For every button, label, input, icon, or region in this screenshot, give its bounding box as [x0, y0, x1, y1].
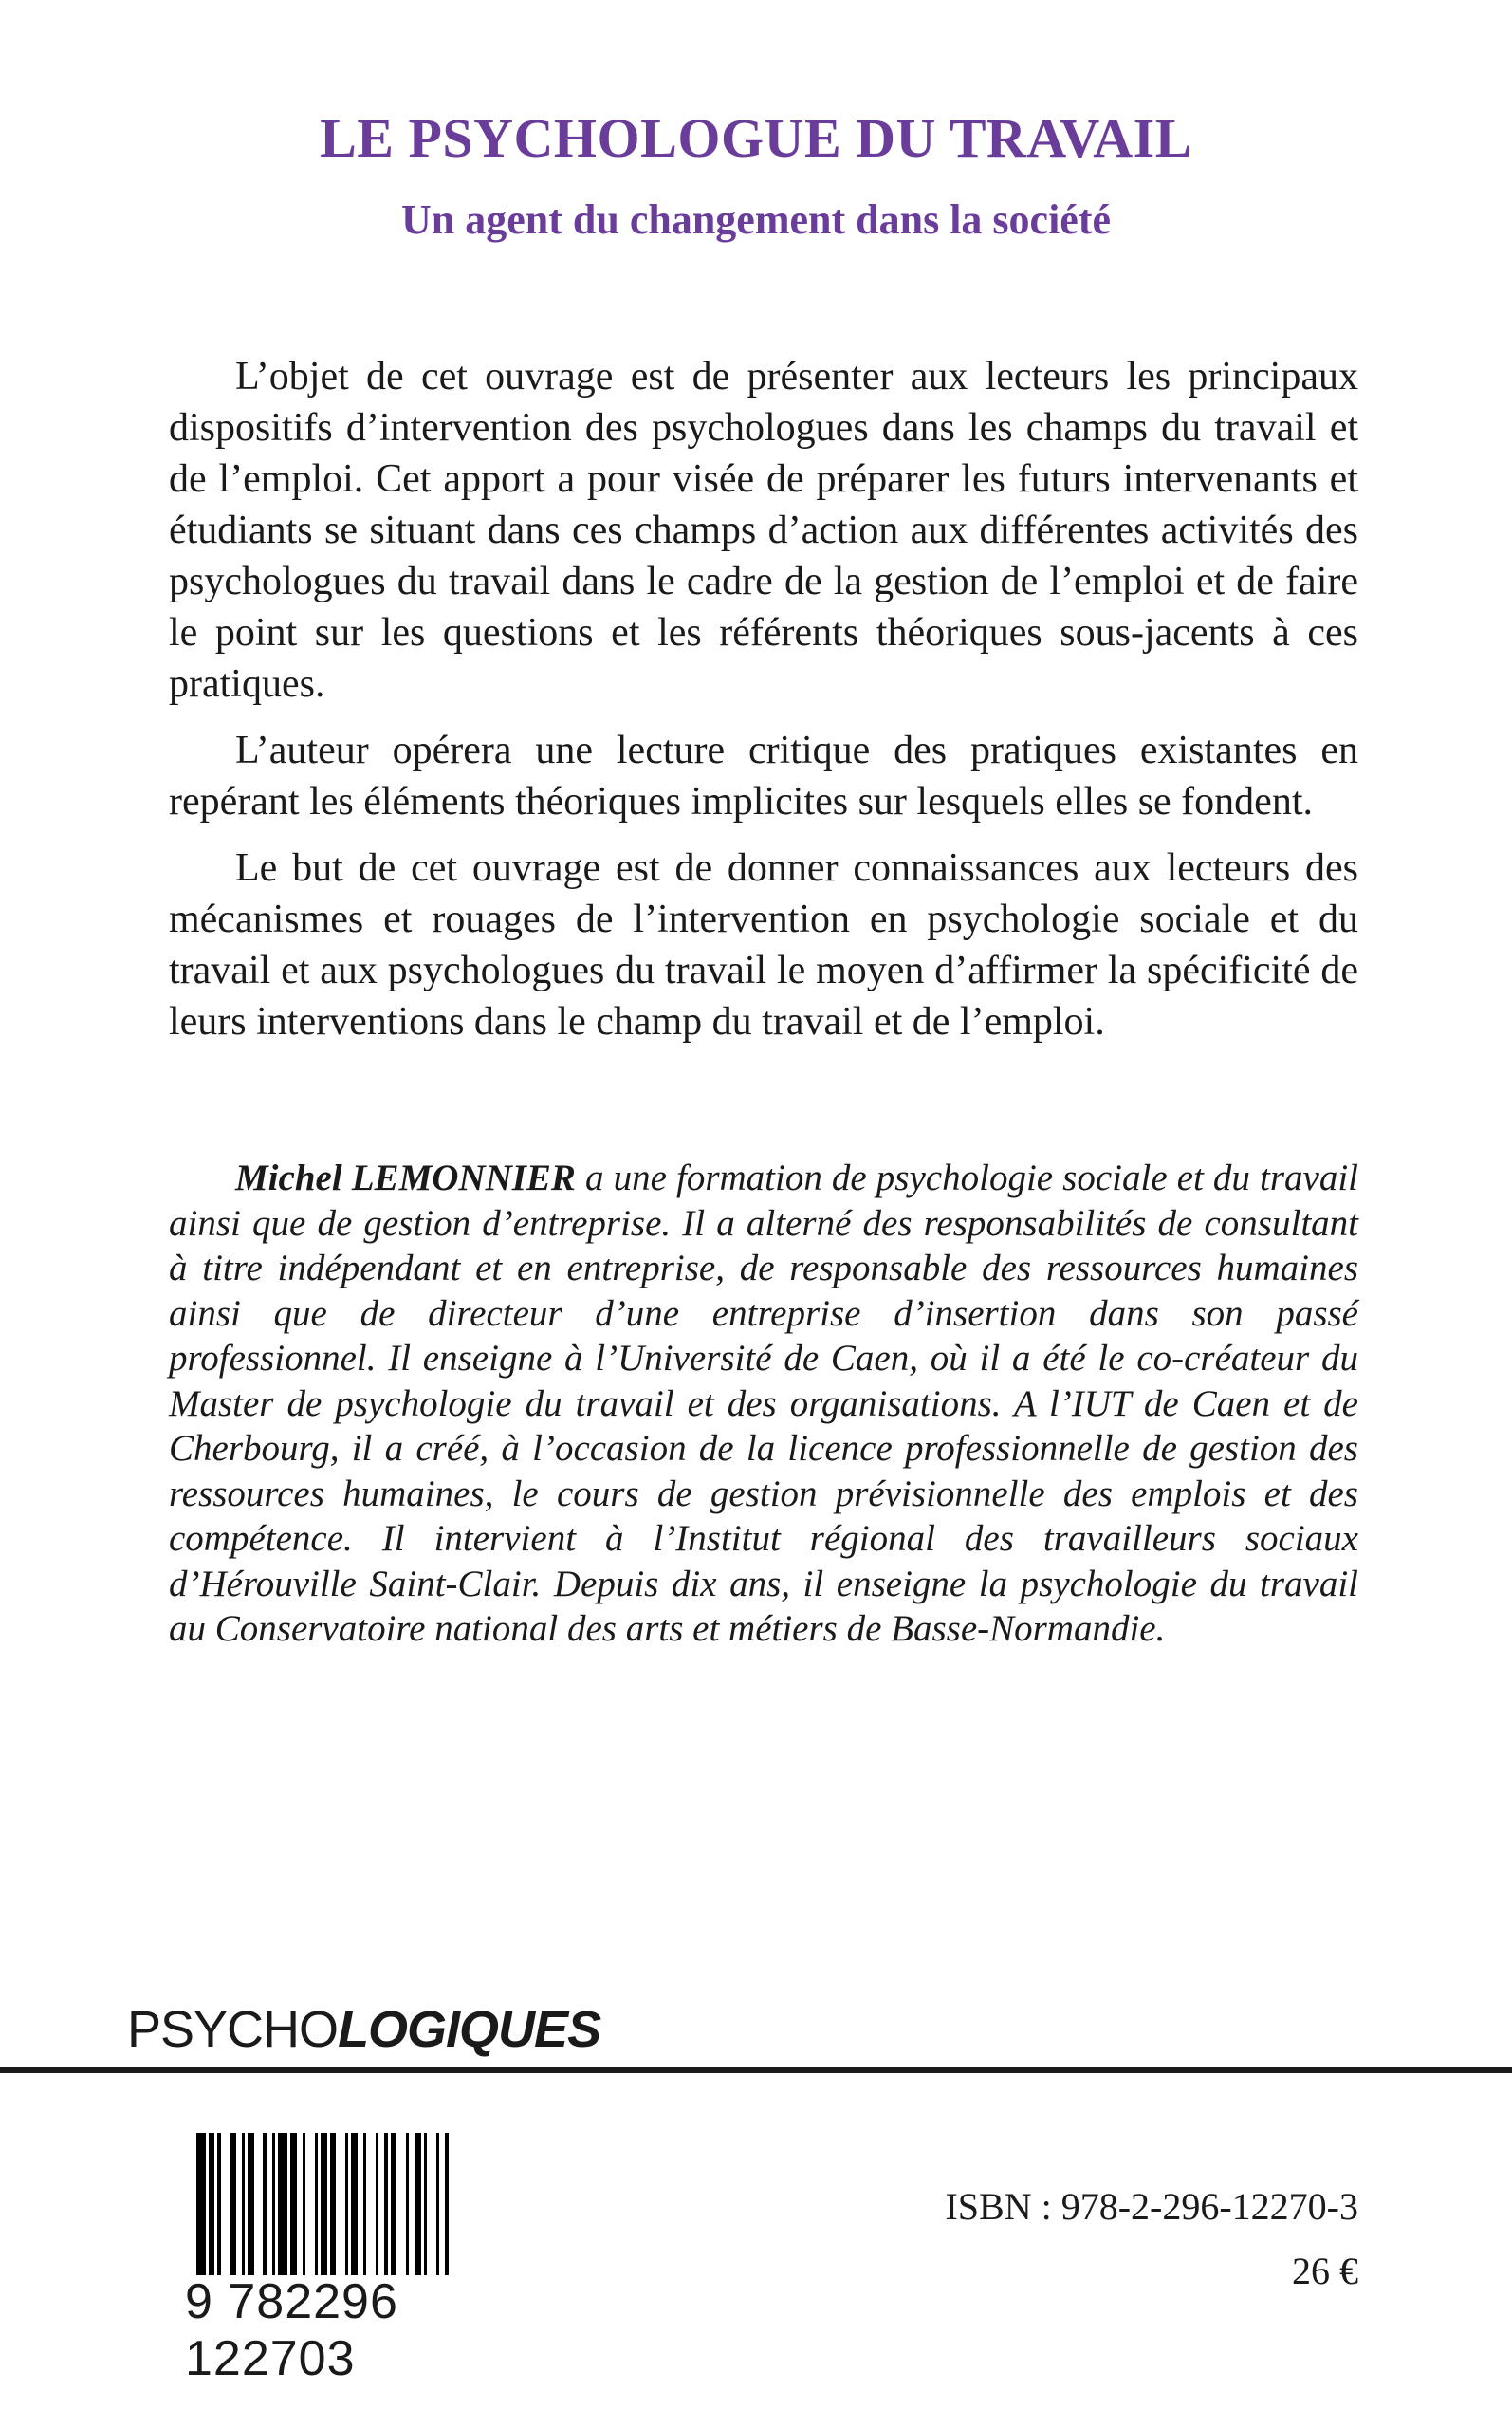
barcode-bar — [315, 2133, 318, 2275]
series-logo — [127, 2000, 600, 2059]
barcode-bar — [330, 2133, 336, 2275]
barcode-bar — [445, 2133, 448, 2275]
barcode-bar — [321, 2133, 326, 2275]
barcode-bar — [303, 2133, 305, 2275]
summary-paragraph: Le but de cet ouvrage est de donner connaissances aux lecteurs des mécanismes et rouages de l’intervention en psychologie sociale et du travail et aux psychologues du travail le moyen d’affirmer la spécificité de leurs interventions dans le champ du travail et de l’emploi. — [169, 846, 1358, 1044]
book-subtitle: Un agent du changement dans la société — [400, 196, 1112, 243]
barcode-number: 9 782296 122703 — [185, 2274, 398, 2386]
summary-paragraph: L’objet de cet ouvrage est de présenter aux lecteurs les principaux dispositifs d’intervention des psychologues dans les champs du travail et de l’emploi. Cet apport a pour visée de préparer les futurs intervenants et étudiants se situant dans ces champs d’action aux différentes activités des psychologues du travail dans le cadre de la gestion de l’emploi et de faire le point sur les questions et les référents théoriques sous-jacents à ces pratiques. — [169, 355, 1358, 706]
series-logo-part1: PSYCHO — [127, 2001, 339, 2058]
barcode-bar — [406, 2133, 409, 2275]
barcode-bar — [217, 2133, 220, 2275]
author-name: Michel LEMONNIER — [235, 1158, 576, 1198]
isbn: ISBN : 978-2-296-12270-3 — [945, 2185, 1358, 2228]
barcode-bar — [424, 2133, 427, 2275]
barcode-bar — [242, 2133, 245, 2275]
barcode-bar — [436, 2133, 439, 2275]
barcode-bar — [363, 2133, 366, 2275]
summary-text — [169, 351, 1358, 1063]
author-bio-text: a une formation de psychologie sociale et du travail ainsi que de gestion d’entreprise. Il a alterné des responsabilités de consultant à titre indépendant et en entreprise, de responsable des ressources humaines ainsi que de directeur d’une entreprise d’insertion dans son passé professionnel. Il enseigne à l’Université de Caen, où il a été le co-créateur du Master de psychologie du travail et des organisations. A l’IUT de Caen et de Cherbourg, il a créé, à l’occasion de la licence professionnelle de gestion des ressources humaines, le cours de gestion prévisionnelle des emplois et des compétence. Il intervient à l’Institut régional des travailleurs sociaux d’Hérouville Saint-Clair. Depuis dix ans, il enseigne la psychologie du travail au Conservatoire national des arts et métiers de Basse-Normandie. — [169, 1158, 1358, 1649]
price: 26 € — [1292, 2250, 1358, 2292]
barcode-bar — [415, 2133, 420, 2275]
barcode-bar — [196, 2133, 206, 2275]
barcode-bar — [230, 2133, 235, 2275]
barcode-bars — [196, 2133, 555, 2275]
divider — [0, 2067, 1512, 2073]
barcode-bar — [345, 2133, 348, 2275]
barcode-bar — [351, 2133, 357, 2275]
summary-paragraph: L’auteur opérera une lecture critique des pratiques existantes en repérant les éléments théoriques implicites sur lesquels elles se fondent. — [169, 729, 1358, 824]
barcode-bar — [376, 2133, 378, 2275]
barcode-bar — [248, 2133, 253, 2275]
barcode-bar — [290, 2133, 296, 2275]
barcode-bar — [278, 2133, 287, 2275]
barcode-bar — [272, 2133, 275, 2275]
barcode-bar — [391, 2133, 396, 2275]
author-bio — [169, 1156, 1358, 1652]
barcode-bar — [209, 2133, 214, 2275]
series-logo-part2: LOGIQUES — [338, 2001, 601, 2058]
barcode-bar — [263, 2133, 266, 2275]
barcode-bar — [384, 2133, 387, 2275]
barcode — [185, 2125, 564, 2386]
book-title: LE PSYCHOLOGUE DU TRAVAIL — [320, 107, 1192, 169]
